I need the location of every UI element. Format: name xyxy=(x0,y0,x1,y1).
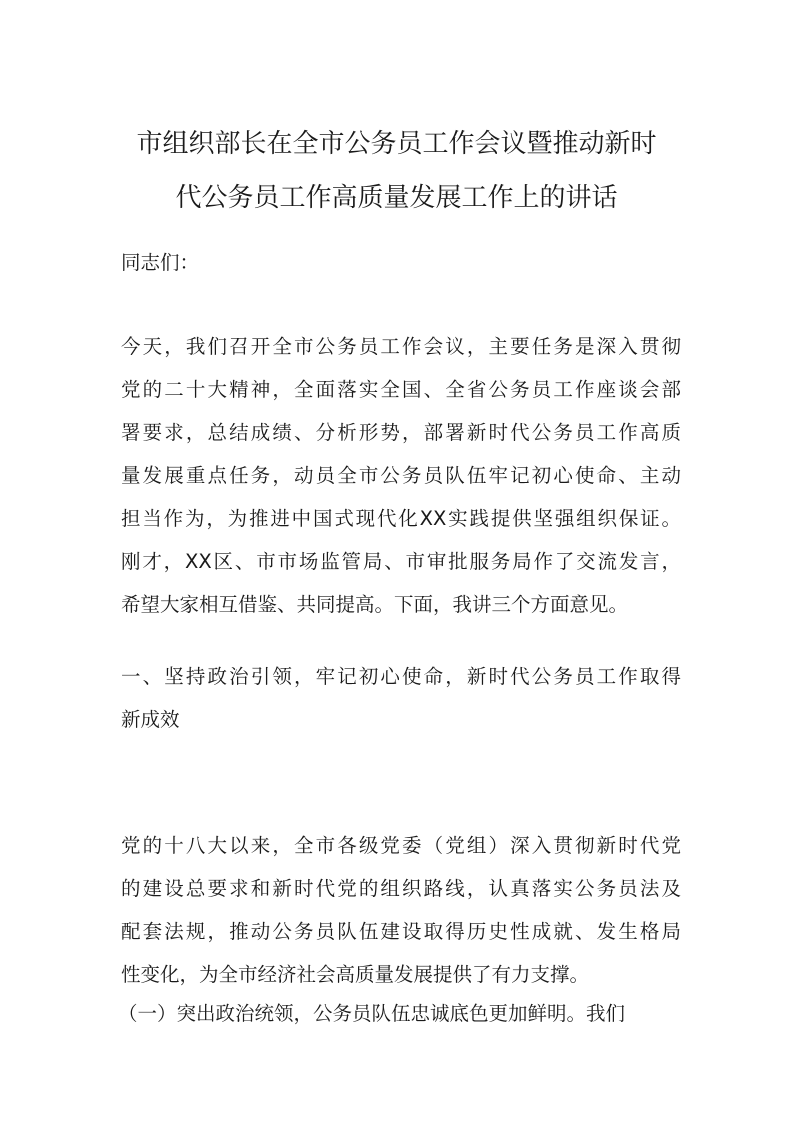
text-line: 新成效 xyxy=(121,708,180,731)
text-line: 党的二十大精神，全面落实全国、全省公务员工作座谈会部 xyxy=(121,378,681,401)
text-line: 今天，我们召开全市公务员工作会议，主要任务是深入贯彻 xyxy=(121,335,681,358)
text-line: 党的十八大以来，全市各级党委（党组）深入贯彻新时代党 xyxy=(121,834,681,857)
paragraph-opening xyxy=(121,325,681,626)
salutation xyxy=(121,241,681,284)
text-line: 的建设总要求和新时代党的组织路线，认真落实公务员法及 xyxy=(121,877,681,900)
title-line: 市组织部长在全市公务员工作会议暨推动新时 xyxy=(136,129,657,159)
text-line: 一、坚持政治引领，牢记初心使命，新时代公务员工作取得 xyxy=(121,665,681,688)
text-line: 刚才，XX区、市市场监管局、市审批服务局作了交流发言， xyxy=(121,550,681,573)
text-line: 配套法规，推动公务员队伍建设取得历史性成就、发生格局 xyxy=(121,920,681,943)
title-line: 代公务员工作高质量发展工作上的讲话 xyxy=(175,183,618,213)
subsection-heading-1 xyxy=(118,992,684,1035)
text-line: 希望大家相互借鉴、共同提高。下面，我讲三个方面意见。 xyxy=(121,593,629,616)
text-line: 担当作为，为推进中国式现代化XX实践提供坚强组织保证。 xyxy=(121,507,681,530)
salutation-text: 同志们： xyxy=(121,251,200,274)
document-title xyxy=(110,117,683,225)
section-heading-1 xyxy=(121,655,681,741)
paragraph-summary xyxy=(121,824,681,996)
text-line: 署要求，总结成绩、分析形势，部署新时代公务员工作高质 xyxy=(121,421,681,444)
text-line: （一）突出政治统领，公务员队伍忠诚底色更加鲜明。我们 xyxy=(118,1002,626,1025)
text-line: 量发展重点任务，动员全市公务员队伍牢记初心使命、主动 xyxy=(121,464,681,487)
text-line: 性变化，为全市经济社会高质量发展提供了有力支撑。 xyxy=(121,963,590,986)
